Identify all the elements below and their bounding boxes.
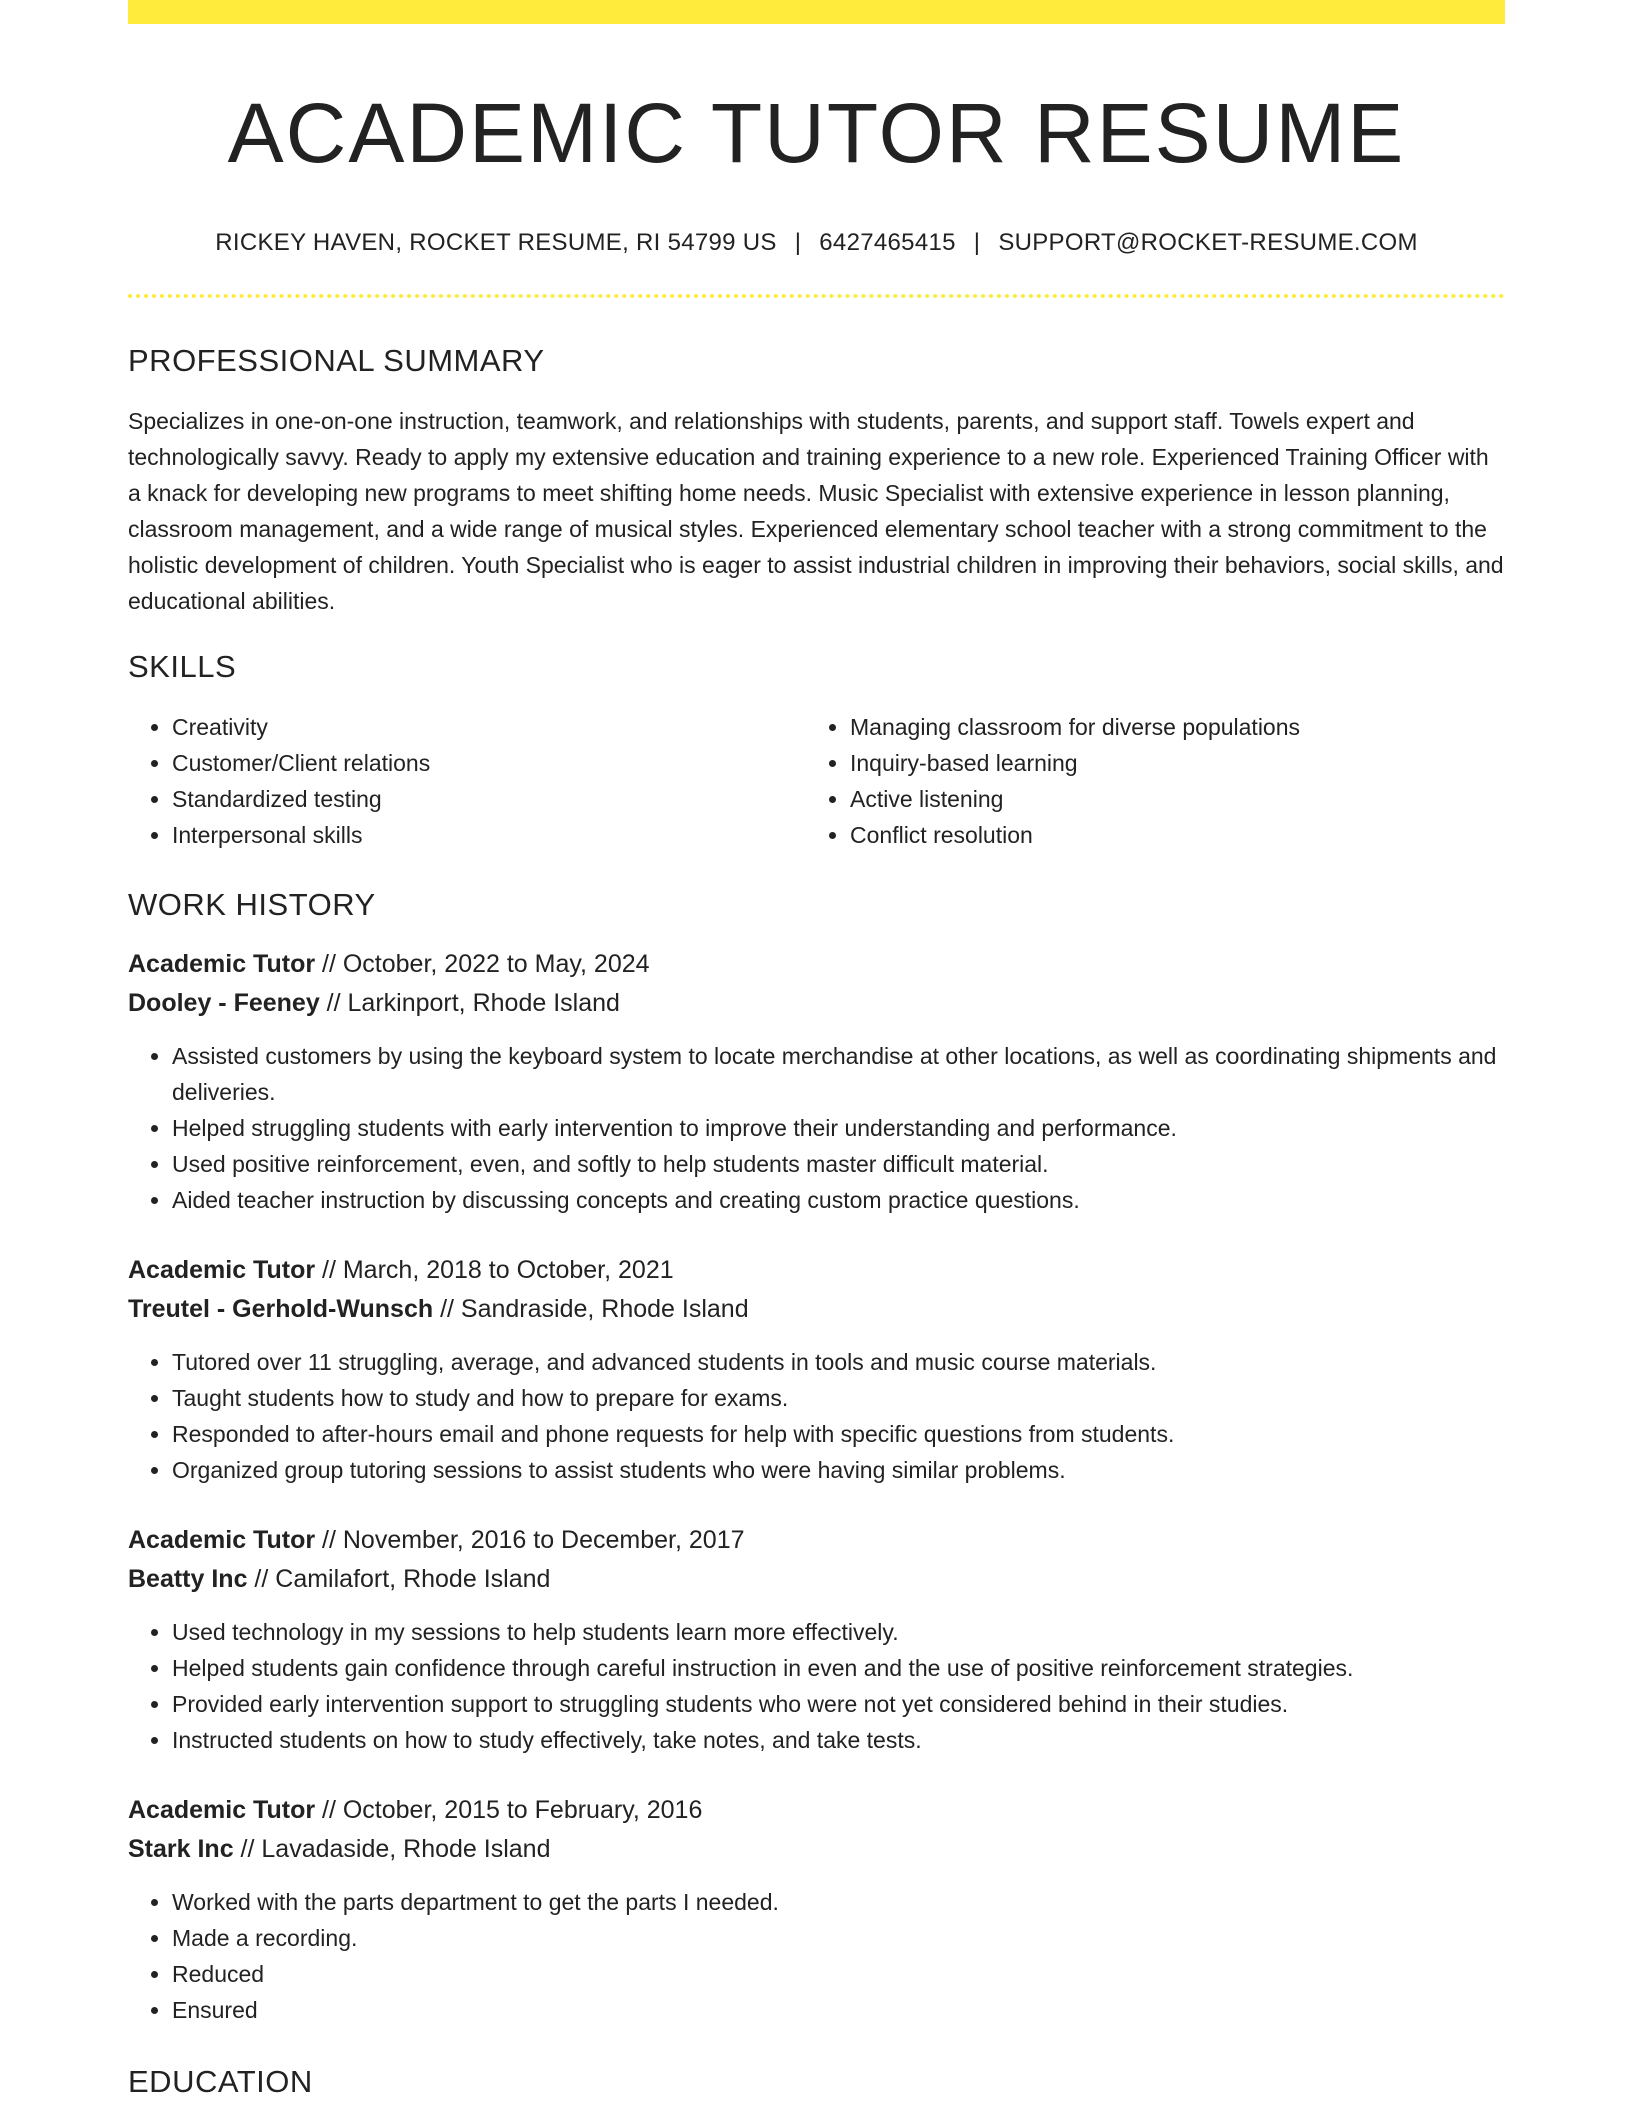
- job-company-line: [128, 984, 1505, 1023]
- job-entry: [128, 945, 1505, 1218]
- contact-email: SUPPORT@ROCKET-RESUME.COM: [998, 229, 1418, 256]
- contact-separator: |: [794, 229, 802, 256]
- job-duty: • Ensured: [172, 1992, 1505, 2028]
- job-company: Stark Inc: [128, 1835, 234, 1863]
- job-location: // Lavadaside, Rhode Island: [233, 1835, 551, 1863]
- job-company: Dooley - Feeney: [128, 989, 320, 1017]
- job-location: // Larkinport, Rhode Island: [319, 989, 620, 1017]
- accent-top-bar: [128, 0, 1505, 24]
- job-dates: // March, 2018 to October, 2021: [315, 1256, 674, 1284]
- contact-phone: 6427465415: [819, 229, 956, 256]
- job-duties-list: [128, 1344, 1505, 1488]
- skills-columns: [128, 709, 1505, 853]
- skill-item: • Standardized testing: [172, 781, 806, 817]
- education-heading: EDUCATION: [128, 2064, 313, 2099]
- document-title: ACADEMIC TUTOR RESUME: [227, 86, 1406, 180]
- job-duty: • Assisted customers by using the keyboard system to locate merchandise at other locations, as well as coordinating shipments and deliveries.: [172, 1038, 1505, 1110]
- skills-heading: SKILLS: [128, 649, 237, 684]
- job-duty: • Used technology in my sessions to help students learn more effectively.: [172, 1614, 1505, 1650]
- job-duties-list: [128, 1884, 1505, 2028]
- contact-address: RICKEY HAVEN, ROCKET RESUME, RI 54799 US: [215, 229, 777, 256]
- job-location: // Sandraside, Rhode Island: [433, 1295, 749, 1323]
- job-duty: • Aided teacher instruction by discussing concepts and creating custom practice questions.: [172, 1182, 1505, 1218]
- job-duty: • Made a recording.: [172, 1920, 1505, 1956]
- job-location: // Camilafort, Rhode Island: [247, 1565, 551, 1593]
- contact-line: [128, 226, 1505, 260]
- job-title-line: [128, 1521, 1505, 1560]
- skill-item: • Managing classroom for diverse populations: [850, 709, 1484, 745]
- job-duty: • Helped students gain confidence through careful instruction in even and the use of positive reinforcement strategies.: [172, 1650, 1505, 1686]
- job-company-line: [128, 1830, 1505, 1869]
- skill-item: • Conflict resolution: [850, 817, 1484, 853]
- job-duty: • Instructed students on how to study effectively, take notes, and take tests.: [172, 1722, 1505, 1758]
- job-dates: // October, 2015 to February, 2016: [315, 1796, 703, 1824]
- contact-separator: |: [973, 229, 981, 256]
- work-history-heading: WORK HISTORY: [128, 887, 376, 922]
- job-company-line: [128, 1560, 1505, 1599]
- job-duties-list: [128, 1614, 1505, 1758]
- job-duties-list: [128, 1038, 1505, 1218]
- job-duty: • Tutored over 11 struggling, average, and advanced students in tools and music course materials.: [172, 1344, 1505, 1380]
- job-entry: [128, 1521, 1505, 1758]
- job-title: Academic Tutor: [128, 1526, 316, 1554]
- job-company: Beatty Inc: [128, 1565, 248, 1593]
- job-duty: • Organized group tutoring sessions to assist students who were having similar problems.: [172, 1452, 1505, 1488]
- skills-list-right: [806, 709, 1484, 853]
- job-duty: • Helped struggling students with early intervention to improve their understanding and performance.: [172, 1110, 1505, 1146]
- skill-item: • Creativity: [172, 709, 806, 745]
- skill-item: • Customer/Client relations: [172, 745, 806, 781]
- skill-item: • Inquiry-based learning: [850, 745, 1484, 781]
- job-title-line: [128, 1251, 1505, 1290]
- summary-text: Specializes in one-on-one instruction, teamwork, and relationships with students, parents, and support staff. Towels expert and technologically savvy. Ready to apply my extensive education and training experience to a new role. Experienced Training Officer with a knack for developing new programs to meet shifting home needs. Music Specialist with extensive experience in lesson planning, classroom management, and a wide range of musical styles. Experienced elementary school teacher with a strong commitment to the holistic development of children. Youth Specialist who is eager to assist industrial children in improving their behaviors, social skills, and educational abilities.: [128, 408, 1504, 614]
- job-title: Academic Tutor: [128, 1256, 316, 1284]
- job-duty: • Reduced: [172, 1956, 1505, 1992]
- job-duty: • Responded to after-hours email and phone requests for help with specific questions from students.: [172, 1416, 1505, 1452]
- job-dates: // October, 2022 to May, 2024: [315, 950, 650, 978]
- job-title: Academic Tutor: [128, 1796, 316, 1824]
- job-duty: • Provided early intervention support to struggling students who were not yet considered behind in their studies.: [172, 1686, 1505, 1722]
- skill-item: • Active listening: [850, 781, 1484, 817]
- job-duty: • Worked with the parts department to get the parts I needed.: [172, 1884, 1505, 1920]
- job-title-line: [128, 1791, 1505, 1830]
- job-dates: // November, 2016 to December, 2017: [315, 1526, 745, 1554]
- job-title-line: [128, 945, 1505, 984]
- job-duty: • Taught students how to study and how to prepare for exams.: [172, 1380, 1505, 1416]
- skills-list-left: [128, 709, 806, 853]
- skill-item: • Interpersonal skills: [172, 817, 806, 853]
- job-company-line: [128, 1290, 1505, 1329]
- resume-page: [128, 0, 1505, 2102]
- job-duty: • Used positive reinforcement, even, and softly to help students master difficult material.: [172, 1146, 1505, 1182]
- job-company: Treutel - Gerhold-Wunsch: [128, 1295, 434, 1323]
- job-entry: [128, 1791, 1505, 2028]
- job-entry: [128, 1251, 1505, 1488]
- dotted-divider: [128, 294, 1505, 298]
- job-title: Academic Tutor: [128, 950, 316, 978]
- summary-heading: PROFESSIONAL SUMMARY: [128, 343, 545, 378]
